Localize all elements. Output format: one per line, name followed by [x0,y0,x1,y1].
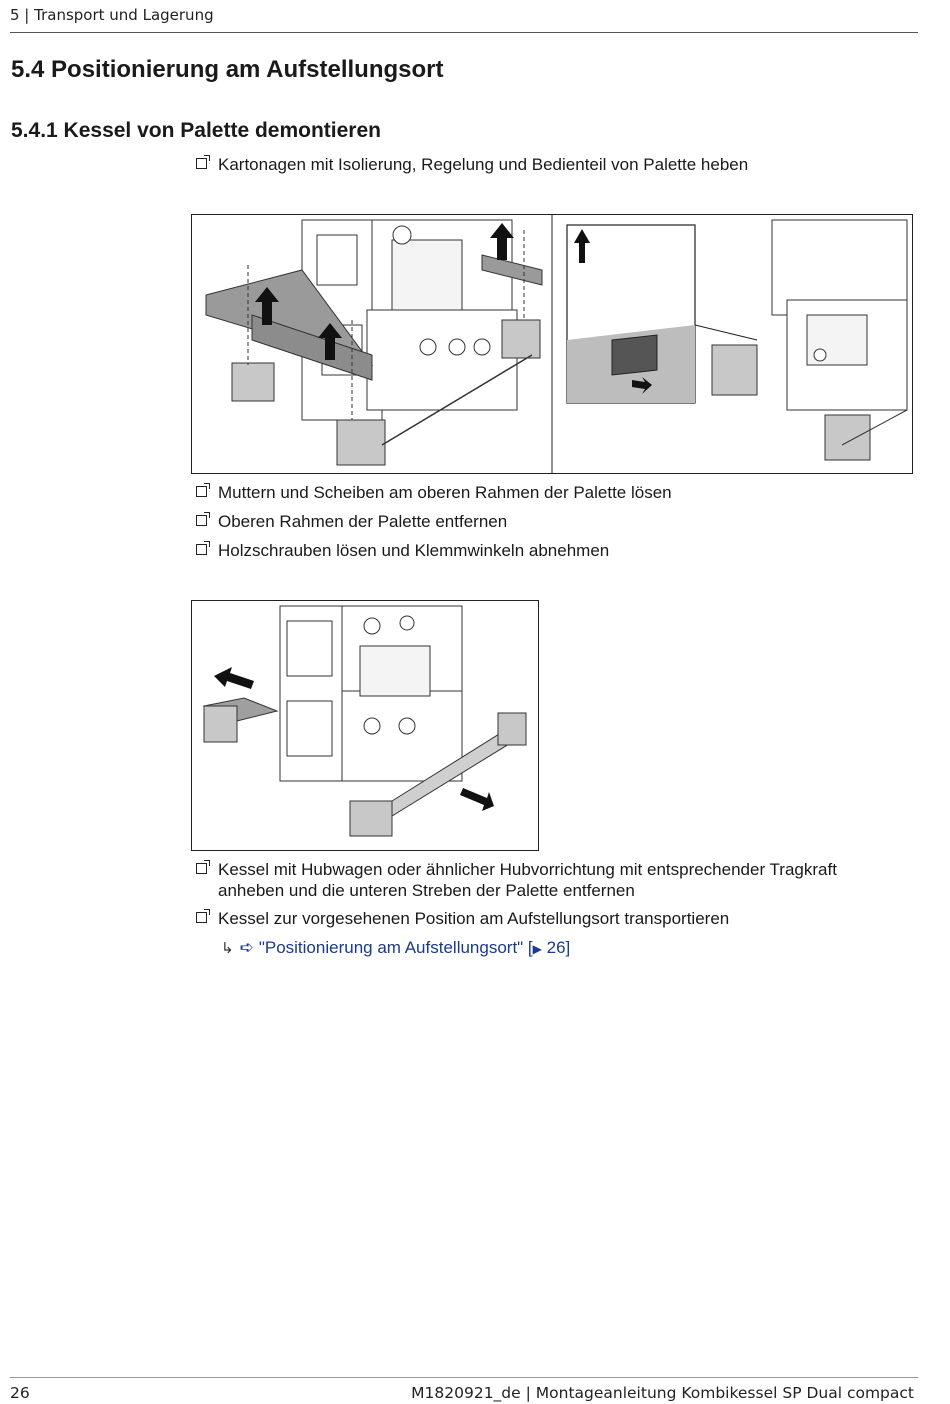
boiler-drawing-right [772,220,907,410]
page-header [10,6,918,33]
document-title: M1820921_de | Montageanleitung Kombikessel SP Dual compact [411,1384,914,1402]
link-page: 26] [546,938,571,957]
result-reference [221,937,570,960]
cross-reference-link[interactable] [259,938,570,957]
figure-lower-struts [191,600,539,851]
page-number: 26 [10,1384,30,1402]
checkbox-icon [196,863,207,874]
checkbox-icon [196,486,207,497]
step-text: Oberen Rahmen der Palette entfernen [218,512,508,531]
step-text: Holzschrauben lösen und Klemmwinkeln abnehmen [218,541,610,560]
step-text: Kessel mit Hubwagen oder ähnlicher Hubvorrichtung mit entsprechender Tragkraft anheben und die unteren Streben der Palette entfernen [218,860,837,900]
page-footer [10,1377,918,1402]
section-title: 5.4 Positionierung am Aufstellungsort [11,56,444,83]
boiler-drawing-lower [280,606,462,781]
result-arrow-icon: ↳ [221,940,234,957]
step-text: Kessel zur vorgesehenen Position am Aufstellungsort transportieren [218,909,730,928]
figure-2-illustration [192,601,538,850]
link-text: "Positionierung am Aufstellungsort" [ [258,938,533,957]
figure-pallet-disassembly [191,214,913,474]
checkbox-icon [196,912,207,923]
link-arrow-icon: ➪ [239,938,254,957]
step-text: Kartonagen mit Isolierung, Regelung und Bedienteil von Palette heben [218,155,749,174]
header-text: 5 | Transport und Lagerung [10,6,214,24]
page-ref-triangle-icon: ▶ [532,942,542,956]
checkbox-icon [196,544,207,555]
checkbox-icon [196,158,207,169]
figure-1-illustration [192,215,912,473]
checkbox-icon [196,515,207,526]
step-text: Muttern und Scheiben am oberen Rahmen der Palette lösen [218,483,672,502]
subsection-title: 5.4.1 Kessel von Palette demontieren [11,119,381,142]
